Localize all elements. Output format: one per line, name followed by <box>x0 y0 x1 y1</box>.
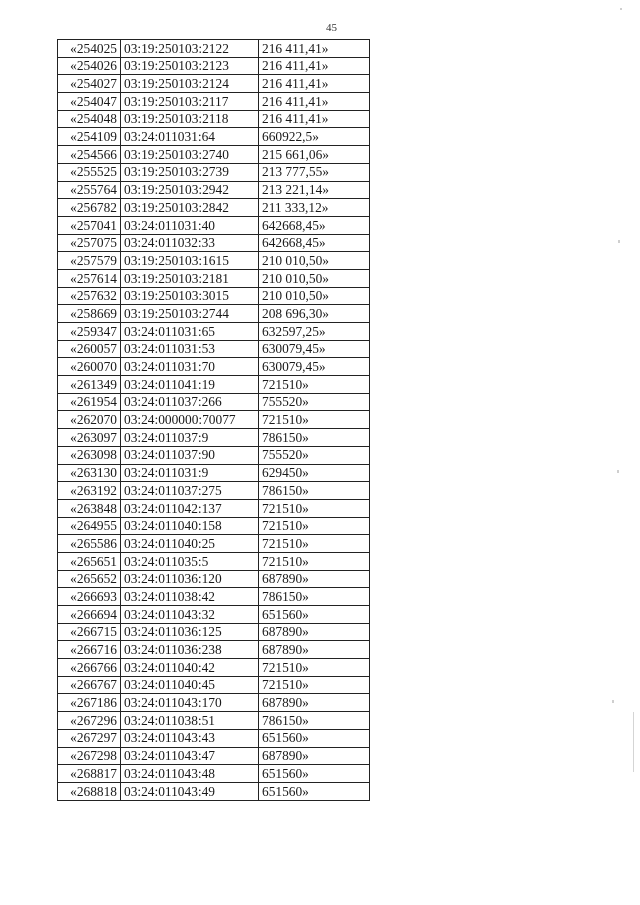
value-cell: 215 661,06» <box>259 146 370 164</box>
table-row <box>58 75 370 93</box>
value-cell: 651560» <box>259 729 370 747</box>
record-number-cell: «267298 <box>58 747 121 765</box>
value-cell: 721510» <box>259 499 370 517</box>
value-cell: 721510» <box>259 535 370 553</box>
record-number-cell: «254109 <box>58 128 121 146</box>
value-cell: 629450» <box>259 464 370 482</box>
value-cell: 216 411,41» <box>259 57 370 75</box>
value-cell: 211 333,12» <box>259 199 370 217</box>
cadastral-number-cell: 03:24:011031:65 <box>121 323 259 341</box>
value-cell: 651560» <box>259 765 370 783</box>
cadastral-number-cell: 03:24:011036:125 <box>121 623 259 641</box>
table-row <box>58 340 370 358</box>
table-row <box>58 199 370 217</box>
table-row <box>58 499 370 517</box>
cadastral-number-cell: 03:24:011042:137 <box>121 499 259 517</box>
record-number-cell: «254566 <box>58 146 121 164</box>
cadastral-number-cell: 03:19:250103:2842 <box>121 199 259 217</box>
table-row <box>58 729 370 747</box>
table-row <box>58 535 370 553</box>
table-row <box>58 305 370 323</box>
cadastral-number-cell: 03:19:250103:2118 <box>121 110 259 128</box>
table-row <box>58 517 370 535</box>
table-row <box>58 411 370 429</box>
cadastral-number-cell: 03:24:011036:238 <box>121 641 259 659</box>
record-number-cell: «259347 <box>58 323 121 341</box>
record-number-cell: «263098 <box>58 446 121 464</box>
value-cell: 651560» <box>259 782 370 800</box>
value-cell: 630079,45» <box>259 358 370 376</box>
scan-artifact <box>618 240 620 243</box>
record-number-cell: «267186 <box>58 694 121 712</box>
record-number-cell: «266715 <box>58 623 121 641</box>
cadastral-number-cell: 03:24:000000:70077 <box>121 411 259 429</box>
cadastral-number-cell: 03:19:250103:2122 <box>121 40 259 58</box>
value-cell: 630079,45» <box>259 340 370 358</box>
table-row <box>58 323 370 341</box>
cadastral-number-cell: 03:24:011031:40 <box>121 216 259 234</box>
table-row <box>58 570 370 588</box>
record-number-cell: «266694 <box>58 606 121 624</box>
table-row <box>58 659 370 677</box>
record-number-cell: «262070 <box>58 411 121 429</box>
record-number-cell: «267296 <box>58 712 121 730</box>
table-row <box>58 747 370 765</box>
cadastral-number-cell: 03:24:011043:47 <box>121 747 259 765</box>
record-number-cell: «261954 <box>58 393 121 411</box>
record-number-cell: «254048 <box>58 110 121 128</box>
cadastral-number-cell: 03:24:011038:42 <box>121 588 259 606</box>
value-cell: 687890» <box>259 641 370 659</box>
record-number-cell: «261349 <box>58 376 121 394</box>
value-cell: 786150» <box>259 588 370 606</box>
cadastral-number-cell: 03:24:011043:49 <box>121 782 259 800</box>
cadastral-number-cell: 03:24:011041:19 <box>121 376 259 394</box>
cadastral-number-cell: 03:24:011031:9 <box>121 464 259 482</box>
record-number-cell: «257075 <box>58 234 121 252</box>
cadastral-number-cell: 03:19:250103:2740 <box>121 146 259 164</box>
value-cell: 687890» <box>259 570 370 588</box>
record-number-cell: «266693 <box>58 588 121 606</box>
record-number-cell: «264955 <box>58 517 121 535</box>
record-number-cell: «266767 <box>58 676 121 694</box>
record-number-cell: «258669 <box>58 305 121 323</box>
table-row <box>58 552 370 570</box>
cadastral-number-cell: 03:24:011031:64 <box>121 128 259 146</box>
record-number-cell: «263097 <box>58 429 121 447</box>
scan-artifact <box>612 700 614 703</box>
table-row <box>58 181 370 199</box>
cadastral-number-cell: 03:24:011040:25 <box>121 535 259 553</box>
cadastral-number-cell: 03:24:011037:275 <box>121 482 259 500</box>
record-number-cell: «256782 <box>58 199 121 217</box>
table-row <box>58 40 370 58</box>
table-row <box>58 446 370 464</box>
table-row <box>58 216 370 234</box>
cadastral-number-cell: 03:19:250103:2124 <box>121 75 259 93</box>
table-row <box>58 376 370 394</box>
value-cell: 210 010,50» <box>259 252 370 270</box>
cadastral-number-cell: 03:19:250103:2744 <box>121 305 259 323</box>
record-number-cell: «268817 <box>58 765 121 783</box>
table-row <box>58 782 370 800</box>
cadastral-number-cell: 03:24:011037:90 <box>121 446 259 464</box>
table-row <box>58 676 370 694</box>
cadastral-number-cell: 03:19:250103:2181 <box>121 269 259 287</box>
table-row <box>58 712 370 730</box>
value-cell: 216 411,41» <box>259 40 370 58</box>
record-number-cell: «257579 <box>58 252 121 270</box>
record-number-cell: «260070 <box>58 358 121 376</box>
cadastral-number-cell: 03:24:011037:9 <box>121 429 259 447</box>
record-number-cell: «257632 <box>58 287 121 305</box>
record-number-cell: «268818 <box>58 782 121 800</box>
value-cell: 687890» <box>259 623 370 641</box>
value-cell: 642668,45» <box>259 216 370 234</box>
scan-artifact <box>620 8 622 10</box>
value-cell: 210 010,50» <box>259 269 370 287</box>
record-number-cell: «255764 <box>58 181 121 199</box>
record-number-cell: «263848 <box>58 499 121 517</box>
value-cell: 208 696,30» <box>259 305 370 323</box>
cadastral-number-cell: 03:24:011038:51 <box>121 712 259 730</box>
table-row <box>58 765 370 783</box>
table-row <box>58 110 370 128</box>
record-number-cell: «265652 <box>58 570 121 588</box>
value-cell: 651560» <box>259 606 370 624</box>
cadastral-number-cell: 03:24:011043:32 <box>121 606 259 624</box>
scan-artifact <box>633 712 634 772</box>
table-row <box>58 146 370 164</box>
record-number-cell: «263192 <box>58 482 121 500</box>
cadastral-number-cell: 03:19:250103:3015 <box>121 287 259 305</box>
table-row <box>58 464 370 482</box>
parcel-table-body <box>58 40 370 801</box>
scan-artifact <box>617 470 619 473</box>
value-cell: 755520» <box>259 446 370 464</box>
record-number-cell: «263130 <box>58 464 121 482</box>
cadastral-number-cell: 03:24:011037:266 <box>121 393 259 411</box>
value-cell: 786150» <box>259 712 370 730</box>
table-row <box>58 252 370 270</box>
value-cell: 786150» <box>259 429 370 447</box>
table-row <box>58 234 370 252</box>
value-cell: 786150» <box>259 482 370 500</box>
record-number-cell: «260057 <box>58 340 121 358</box>
value-cell: 216 411,41» <box>259 93 370 111</box>
table-row <box>58 358 370 376</box>
cadastral-number-cell: 03:24:011040:42 <box>121 659 259 677</box>
table-row <box>58 163 370 181</box>
value-cell: 216 411,41» <box>259 75 370 93</box>
record-number-cell: «254025 <box>58 40 121 58</box>
table-row <box>58 588 370 606</box>
table-row <box>58 482 370 500</box>
record-number-cell: «255525 <box>58 163 121 181</box>
record-number-cell: «254026 <box>58 57 121 75</box>
record-number-cell: «266716 <box>58 641 121 659</box>
value-cell: 632597,25» <box>259 323 370 341</box>
cadastral-number-cell: 03:19:250103:1615 <box>121 252 259 270</box>
parcel-table <box>57 39 370 801</box>
cadastral-number-cell: 03:24:011043:170 <box>121 694 259 712</box>
table-row <box>58 269 370 287</box>
cadastral-number-cell: 03:24:011043:48 <box>121 765 259 783</box>
table-row <box>58 287 370 305</box>
table-row <box>58 393 370 411</box>
cadastral-number-cell: 03:24:011031:70 <box>121 358 259 376</box>
record-number-cell: «265586 <box>58 535 121 553</box>
record-number-cell: «266766 <box>58 659 121 677</box>
value-cell: 687890» <box>259 747 370 765</box>
value-cell: 721510» <box>259 659 370 677</box>
record-number-cell: «267297 <box>58 729 121 747</box>
record-number-cell: «254027 <box>58 75 121 93</box>
cadastral-number-cell: 03:24:011040:158 <box>121 517 259 535</box>
record-number-cell: «265651 <box>58 552 121 570</box>
page-number: 45 <box>326 22 337 34</box>
value-cell: 213 777,55» <box>259 163 370 181</box>
cadastral-number-cell: 03:24:011031:53 <box>121 340 259 358</box>
cadastral-number-cell: 03:19:250103:2739 <box>121 163 259 181</box>
value-cell: 721510» <box>259 517 370 535</box>
table-row <box>58 641 370 659</box>
table-row <box>58 429 370 447</box>
value-cell: 216 411,41» <box>259 110 370 128</box>
record-number-cell: «257614 <box>58 269 121 287</box>
value-cell: 721510» <box>259 676 370 694</box>
value-cell: 210 010,50» <box>259 287 370 305</box>
cadastral-number-cell: 03:19:250103:2942 <box>121 181 259 199</box>
record-number-cell: «254047 <box>58 93 121 111</box>
value-cell: 721510» <box>259 411 370 429</box>
cadastral-number-cell: 03:24:011032:33 <box>121 234 259 252</box>
table-row <box>58 694 370 712</box>
value-cell: 213 221,14» <box>259 181 370 199</box>
cadastral-number-cell: 03:24:011043:43 <box>121 729 259 747</box>
cadastral-number-cell: 03:24:011040:45 <box>121 676 259 694</box>
table-row <box>58 606 370 624</box>
value-cell: 755520» <box>259 393 370 411</box>
cadastral-number-cell: 03:24:011035:5 <box>121 552 259 570</box>
table-row <box>58 623 370 641</box>
table-row <box>58 128 370 146</box>
cadastral-number-cell: 03:24:011036:120 <box>121 570 259 588</box>
cadastral-number-cell: 03:19:250103:2117 <box>121 93 259 111</box>
value-cell: 660922,5» <box>259 128 370 146</box>
record-number-cell: «257041 <box>58 216 121 234</box>
value-cell: 721510» <box>259 376 370 394</box>
value-cell: 642668,45» <box>259 234 370 252</box>
cadastral-number-cell: 03:19:250103:2123 <box>121 57 259 75</box>
table-row <box>58 57 370 75</box>
value-cell: 687890» <box>259 694 370 712</box>
table-row <box>58 93 370 111</box>
value-cell: 721510» <box>259 552 370 570</box>
